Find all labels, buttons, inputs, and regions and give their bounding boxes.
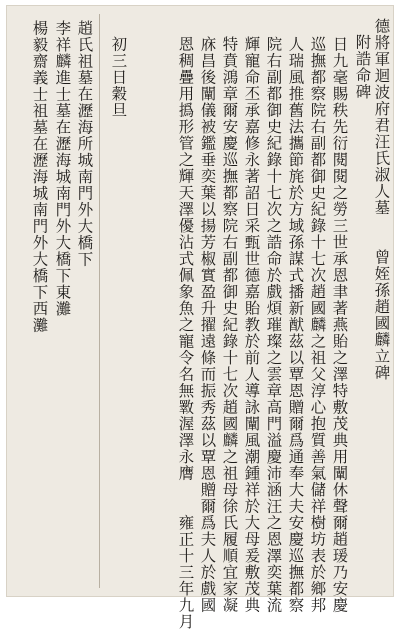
- burial-record: 李祥麟進士墓在瀝海城南門外大橋下東灘: [53, 20, 72, 317]
- heading-column: 德將軍迴波府君汪氏淑人墓 曾姪孫趙國麟立碑: [372, 18, 391, 381]
- text-column: 特賁鴻章爾安慶巡撫都察院右副都御史紀錄十七次趙國麟之祖母徐氏履順宜家凝: [220, 36, 239, 614]
- text-column: 院右副都御史紀錄十七次之誥命於戲煩璀璨之雲章高門溢慶沛涵汪之恩澤奕葉流: [264, 36, 283, 614]
- text-column: 輝寵命丕承嘉修永著詔日采甄世德嘉貽教於前人導詠闡風潮鍾祥於大母爰敷茂典: [242, 36, 261, 614]
- document-page: [6, 5, 394, 630]
- text-column: 人瑞風推舊法攜節旄於方域孫謀式播新猷茲以覃恩贈爾爲通奉大夫安慶巡撫都察: [286, 36, 305, 614]
- column-rule: [99, 14, 100, 588]
- date-column: 初三日穀旦: [109, 36, 128, 119]
- text-column: 庥昌後闡儀被鑑垂奕葉以揚芳椒實盈升擢遠條而振秀茲以覃恩贈爾爲夫人於戲國: [198, 36, 217, 614]
- text-column: 日九毫賜秩先衍閱閱之勞三世承恩聿著燕貽之澤特敷茂典用闡休聲爾趙瑗乃安慶: [330, 36, 349, 614]
- text-column: 恩稠疊用撝形管之輝天澤優沾式佩象魚之寵令名無斁渥澤永膺 雍正十三年九月: [176, 36, 195, 630]
- text-column: 巡撫都察院右副都御史紀錄十七次趙國麟之祖父淳心抱質善氣儲祥樹坊表於鄉邦: [308, 36, 327, 614]
- subheading-column: 附誥命碑: [353, 34, 372, 100]
- burial-record: 趙氏祖墓在瀝海所城南門外大橋下: [75, 20, 94, 268]
- burial-record: 楊毅齋義士祖墓在瀝海城南門外大橋下西灘: [30, 20, 49, 334]
